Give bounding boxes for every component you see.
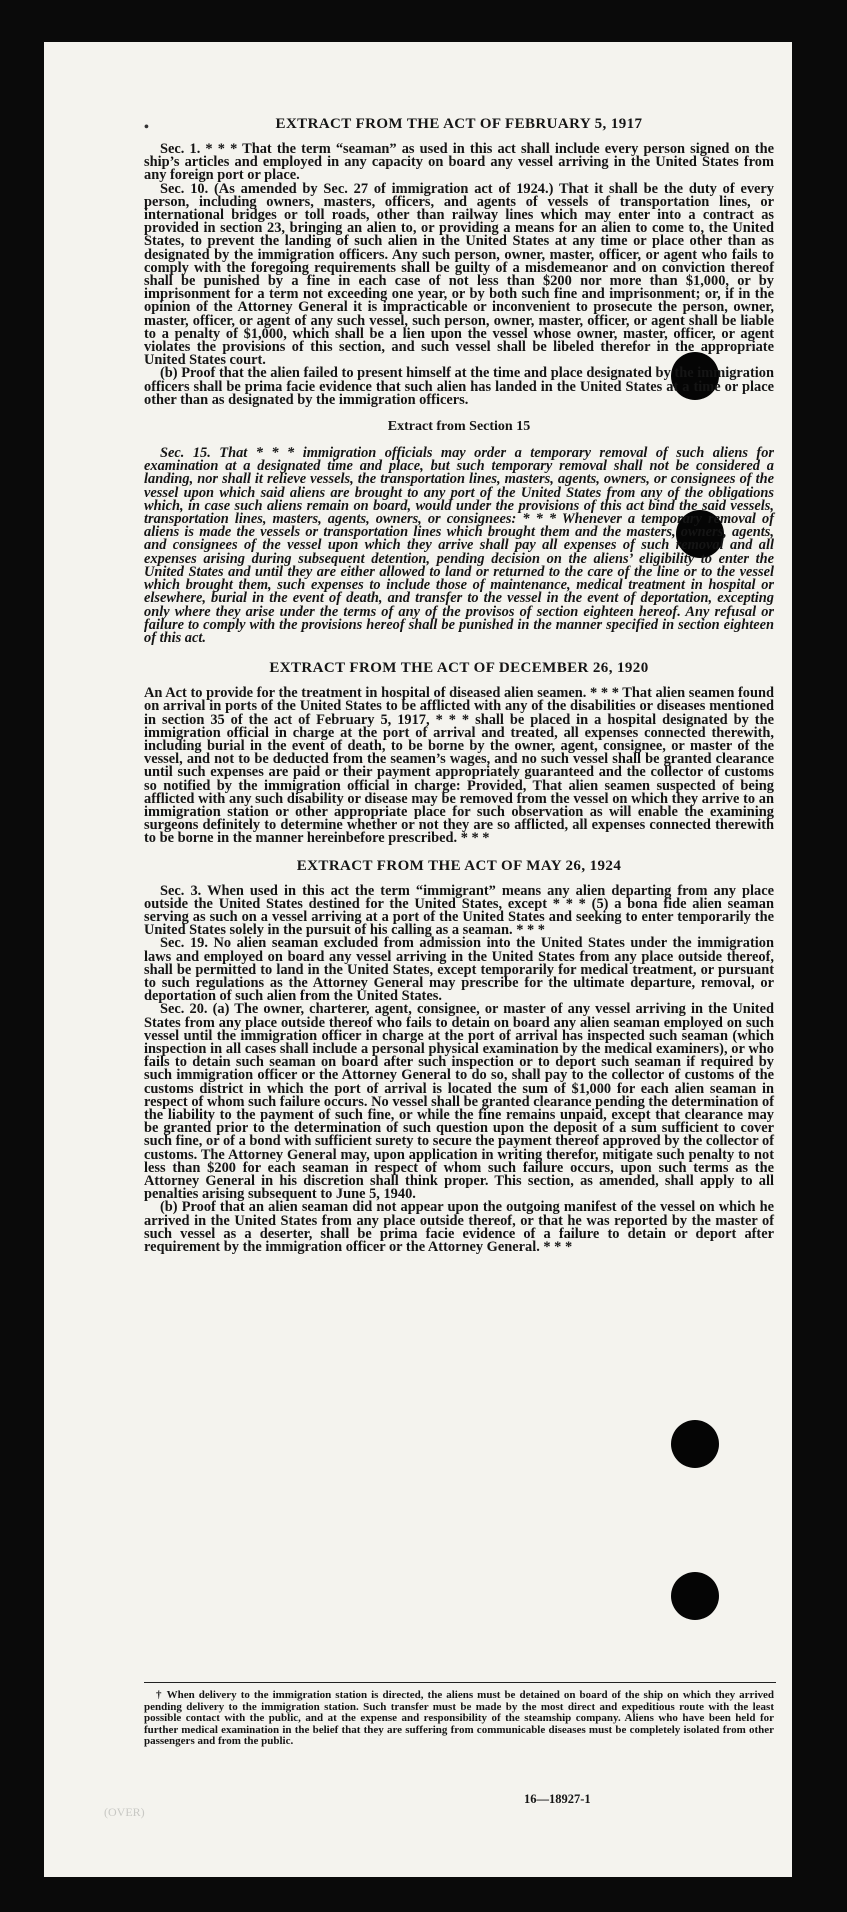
heading-act-1924: EXTRACT FROM THE ACT OF MAY 26, 1924 [296, 857, 622, 874]
punch-hole [671, 1572, 719, 1620]
document-page [44, 42, 792, 1877]
paragraph-sec-19: Sec. 19. No alien seaman excluded from admission into the United States under the immigration laws and employed on board any vessel arriving in the United States from any place outside thereof, shall be permitted to land in the United States, except temporarily for medical treatment, or pursuant to such regulations as the Attorney General may prescribe for the ultimate departure, removal, or deportation of such alien from the United States. [144, 935, 774, 1005]
heading-section-15: Extract from Section 15 [387, 419, 531, 435]
paragraph-sec-3: Sec. 3. When used in this act the term “immigrant” means any alien departing from any place outside the United States destined for the United States, except * * * (5) a bona fide alien seaman serving as such on a vessel arriving at a port of the United States and seeking to enter temporarily the United States solely in the pursuit of his calling as a seaman. * * * [144, 882, 774, 939]
footnote-divider [144, 1682, 776, 1683]
paragraph-sec-20: Sec. 20. (a) The owner, charterer, agent, consignee, or master of any vessel arriving in the United States from any place outside thereof who fails to detain on board any alien seaman employed on such vessel until the immigration officer in charge at the port of arrival has inspected such seaman (which inspection in all cases shall include a personal physical examination by the medical examiners), or who fails to detain such seaman on board after such inspection or to deport such seaman if required by such immigration officer or the Attorney General to do so, shall pay to the collector of customs of the customs district in which the port of arrival is located the sum of $1,000 for each alien seaman in respect of whom such failure occurs. No vessel shall be granted clearance pending the determination of the liability to the payment of such fine, or while the fine remains unpaid, except that clearance may be granted prior to the determination of such question upon the deposit of a sum sufficient to cover such fine, or of a bond with sufficient surety to secure the payment thereof approved by the collector of customs. The Attorney General may, upon application in writing therefor, mitigate such penalty to not less than $200 for each seaman in respect of whom such failure occurs, upon such terms as the Attorney General in his discretion shall think proper. This section, as amended, shall apply to all penalties arising subsequent to June 5, 1940. [144, 1001, 774, 1203]
paragraph-sec-20b: (b) Proof that an alien seaman did not appear upon the outgoing manifest of the vessel on which he arrived in the United States from any place outside thereof, or that he was reported by the master of such vessel as a deserter, shall be prima facie evidence of a failure to detain or deport after requirement by the immigration officer or the Attorney General. * * * [144, 1199, 774, 1256]
footnote-text: † When delivery to the immigration station is directed, the aliens must be detained on board of the ship on which they arrived pending delivery to the immigration station. Such transfer must be made by the most direct and expeditious route with the least possible contact with the public, and at the expense and responsibility of the steamship company. Aliens who have been held for further medical examination in the belief that they are suffering from communicable diseases must be completely isolated from other passengers and from the public. [144, 1689, 774, 1748]
heading-act-1920: EXTRACT FROM THE ACT OF DECEMBER 26, 1920 [269, 660, 649, 677]
bullet-mark: • [144, 120, 149, 135]
footnote-block [144, 1690, 774, 1748]
paragraph-sec-15: Sec. 15. That * * * immigration officials may order a temporary removal of such aliens for examination at a designated time and place, but such temporary removal shall not be considered a landing, nor shall it relieve vessels, the transportation lines, masters, agents, owners, or consignees of the vessel upon which said aliens are brought to any port of the United States from any of the obligations which, in case such aliens remain on board, would under the provisions of this act bind the said vessels, transportation lines, masters, agents, owners, or consignees: * * * Whenever a temporary removal of aliens is made the vessels or transportation lines which brought them and the masters, owners, agents, and consignees of the vessel upon which they arrive shall pay all expenses of such removal and all expenses arising during subsequent detention, pending decision on the aliens’ eligibility to enter the United States and until they are either allowed to land or returned to the care of the line or to the vessel which brought them, such expenses to include those of maintenance, medical treatment in hospital or elsewhere, burial in the event of death, and transfer to the vessel in the event of deportation, excepting only where they arise under the terms of any of the provisos of section eighteen hereof. Any refusal or failure to comply with the provisions hereof shall be punished in the manner specified in section eighteen of this act. [144, 445, 774, 646]
heading-act-1917: EXTRACT FROM THE ACT OF FEBRUARY 5, 1917 [275, 116, 643, 132]
punch-hole [671, 1420, 719, 1468]
paragraph-sec-10: Sec. 10. (As amended by Sec. 27 of immigration act of 1924.) That it shall be the duty of every person, including owners, masters, officers, and agents of vessels of transportation lines, or international bridges or toll roads, other than railway lines which may enter into a contract as provided in section 23, bringing an alien to, or providing a means for an alien to come to, the United States, to prevent the landing of such alien in the United States at any time or place other than as designated by the immigration officers. Any such person, owner, master, officer, or agent who fails to comply with the foregoing requirements shall be guilty of a misdemeanor and on conviction thereof shall be punished by a fine in each case of not less than $200 nor more than $1,000, or by imprisonment for a term not exceeding one year, or by both such fine and imprisonment; or, if in the opinion of the Attorney General it is impracticable or inconvenient to prosecute the person, owner, master, officer, or agent of any such vessel, such person, owner, master, officer, or agent shall be liable to a penalty of $1,000, which shall be a lien upon the vessel whose owner, master, officer, or agent violates the provisions of this section, and such vessel shall be libeled therefor in the appropriate United States court. [144, 180, 774, 369]
form-number: 16—18927-1 [524, 1792, 591, 1806]
paragraph-sec-10b: (b) Proof that the alien failed to present himself at the time and place designated by the immigration officers shall be prima facie evidence that such alien has landed in the United States at a time or place other than as designated by the immigration officers. [144, 365, 774, 408]
paragraph-act-1920: An Act to provide for the treatment in hospital of diseased alien seamen. * * * That alien seamen found on arrival in ports of the United States to be afflicted with any of the disabilities or diseases mentioned in section 35 of the act of February 5, 1917, * * * shall be placed in a hospital designated by the immigration official in charge at the port of arrival and treated, all expenses connected therewith, including burial in the event of death, to be borne by the owner, agent, consignee, or master of the vessel, and not to be deducted from the seamen’s wages, and no such vessel shall be granted clearance until such expenses are paid or their payment appropriately guaranteed and the collector of customs so notified by the immigration official in charge: Provided, That alien seamen suspected of being afflicted with any such disability or disease may be removed from the vessel on which they arrive to an immigration station or other appropriate place for such observation as will enable the examining surgeons definitely to determine whether or not they are so afflicted, all expenses connected therewith to be borne in the manner hereinbefore prescribed. * * * [144, 685, 774, 847]
paragraph-sec-1: Sec. 1. * * * That the term “seaman” as used in this act shall include every person signed on the ship’s articles and employed in any capacity on board any vessel arriving in the United States from any foreign port or place. [144, 141, 774, 184]
section-1917 [144, 116, 774, 1254]
bleed-through-text: (OVER) [104, 1805, 145, 1819]
